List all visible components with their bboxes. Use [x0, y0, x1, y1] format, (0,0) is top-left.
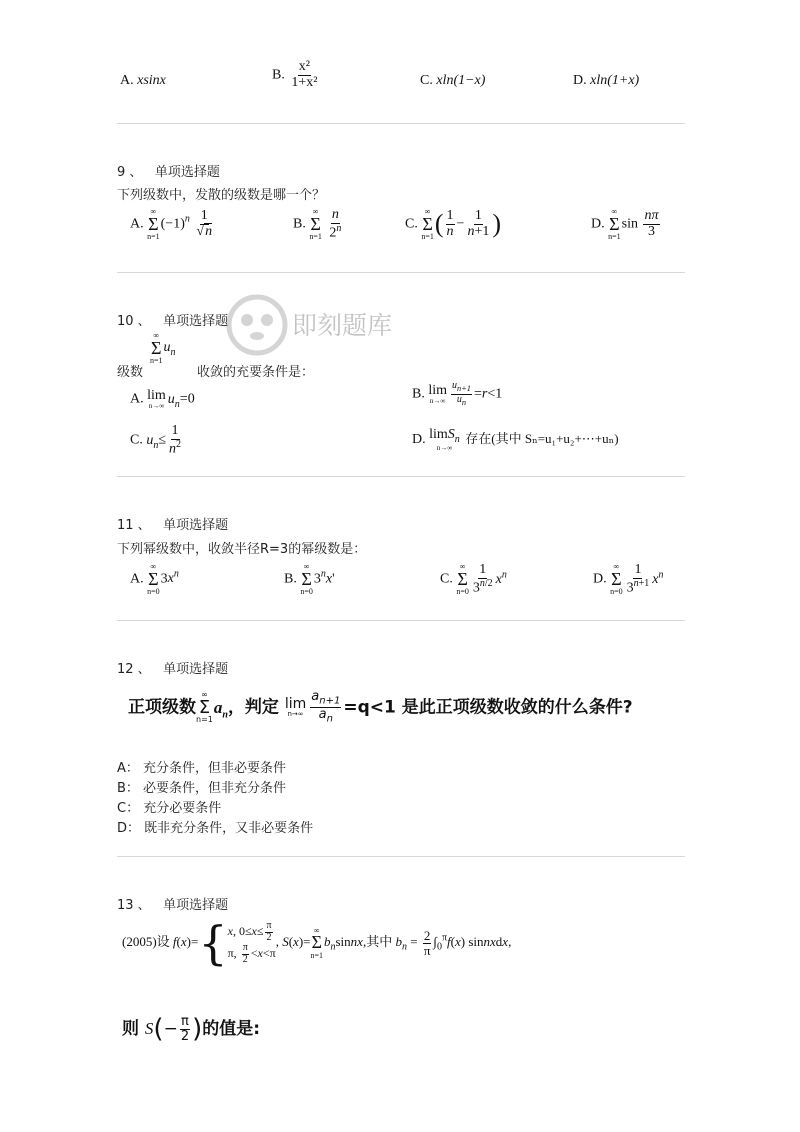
divider: [117, 476, 685, 477]
divider: [117, 272, 685, 273]
q8-option-b: B. $\frac{\text{x²}}{\text{1+x²}}$: [272, 59, 318, 90]
q10-option-a: A. lim n→∞ $u_n=0$: [130, 388, 195, 410]
q9-option-a: A. ∞ Σ n=1 $(-1)^n$ $\frac{1}{√n}$: [130, 207, 213, 241]
q12-answer-a[interactable]: A： 充分条件，但非必要条件: [117, 761, 287, 776]
q9-header: 9 、 单项选择题: [117, 165, 220, 180]
q10-option-c: C. $u_n\le$ $\frac{1}{n^2}$: [130, 423, 182, 457]
q13-question: 则 S(− $\frac{\pi}{2}$ )的值是:: [122, 1014, 261, 1045]
q10-header: 10 、 单项选择题: [117, 314, 229, 329]
watermark-logo-icon: [222, 290, 292, 364]
q12-header: 12 、 单项选择题: [117, 662, 229, 677]
q10-stem-suffix: 收敛的充要条件是：: [197, 365, 315, 380]
q11-header: 11 、 单项选择题: [117, 518, 229, 533]
q11-option-a: A. ∞ Σ n=0 $3x^n$: [130, 562, 179, 596]
q12-answer-c[interactable]: C： 充分必要条件: [117, 801, 222, 816]
divider: [117, 620, 685, 621]
q10-stem-prefix: 级数: [117, 365, 144, 380]
q8-option-d: D. xln(1+x): [573, 73, 640, 88]
q9-option-c: C. ∞ Σ n=1 ( $\frac{1}{n}$ − $\frac{1}{n+1}$ ): [405, 207, 502, 241]
divider: [117, 856, 685, 857]
q12-answer-b[interactable]: B： 必要条件，但非充分条件: [117, 781, 287, 796]
q13-header: 13 、 单项选择题: [117, 898, 229, 913]
q9-option-b: B. ∞ Σ n=1 $\frac{n}{2^n}$: [293, 207, 342, 242]
q12-stem: 正项级数 ∞ Σ n=1 $a_n$，判定 lim n→∞ $\frac{a_{n+1}}{a_n}$ =q<1 是此正项级数收敛的什么条件?: [128, 689, 633, 725]
q11-stem: 下列幂级数中，收敛半径R=3的幂级数是：: [117, 542, 367, 557]
watermark-text: 即刻题库: [292, 311, 393, 340]
divider: [117, 123, 685, 124]
q12-answer-d[interactable]: D： 既非充分条件，又非必要条件: [117, 821, 314, 836]
q13-stem: (2005)设 f(x)={ x, 0≤x≤ $\frac{\pi}{2}$ π, $\frac{\pi}{2}$ <x<π , S(x)= ∞ Σ n=1 $b_nsinnx$,其中 $b_n$ = $\frac{2}{\pi}$ $\int_0^\pi f(x)$ sinnxdx,: [122, 916, 512, 970]
q11-option-d: D. ∞ Σ n=0 $\frac{1}{3^{n+1}}$ $x^n$: [593, 562, 664, 597]
q8-option-a: A. xsinx: [120, 73, 166, 88]
q9-stem: 下列级数中，发散的级数是哪一个？: [117, 188, 326, 203]
q8-option-c: C. xln(1−x): [420, 73, 486, 88]
q11-option-b: B. ∞ Σ n=0 3$^n$x': [284, 562, 335, 596]
q10-series: ∞ Σ n=1 $u_n$: [150, 331, 176, 365]
q11-option-c: C. ∞ Σ n=0 $\frac{1}{3^{n/2}}$ $x^n$: [440, 562, 507, 597]
q9-option-d: D. ∞ Σ n=1 sin $\frac{n\pi}{3}$: [591, 207, 659, 241]
q10-option-d: D. limS$_n$ n→∞ 存在(其中 Sₙ=u₁+u₂+⋯+uₙ): [412, 427, 619, 452]
q10-option-b: B. lim n→∞ $\frac{u_{n+1}}{u_n}$ =r<1: [412, 380, 503, 407]
